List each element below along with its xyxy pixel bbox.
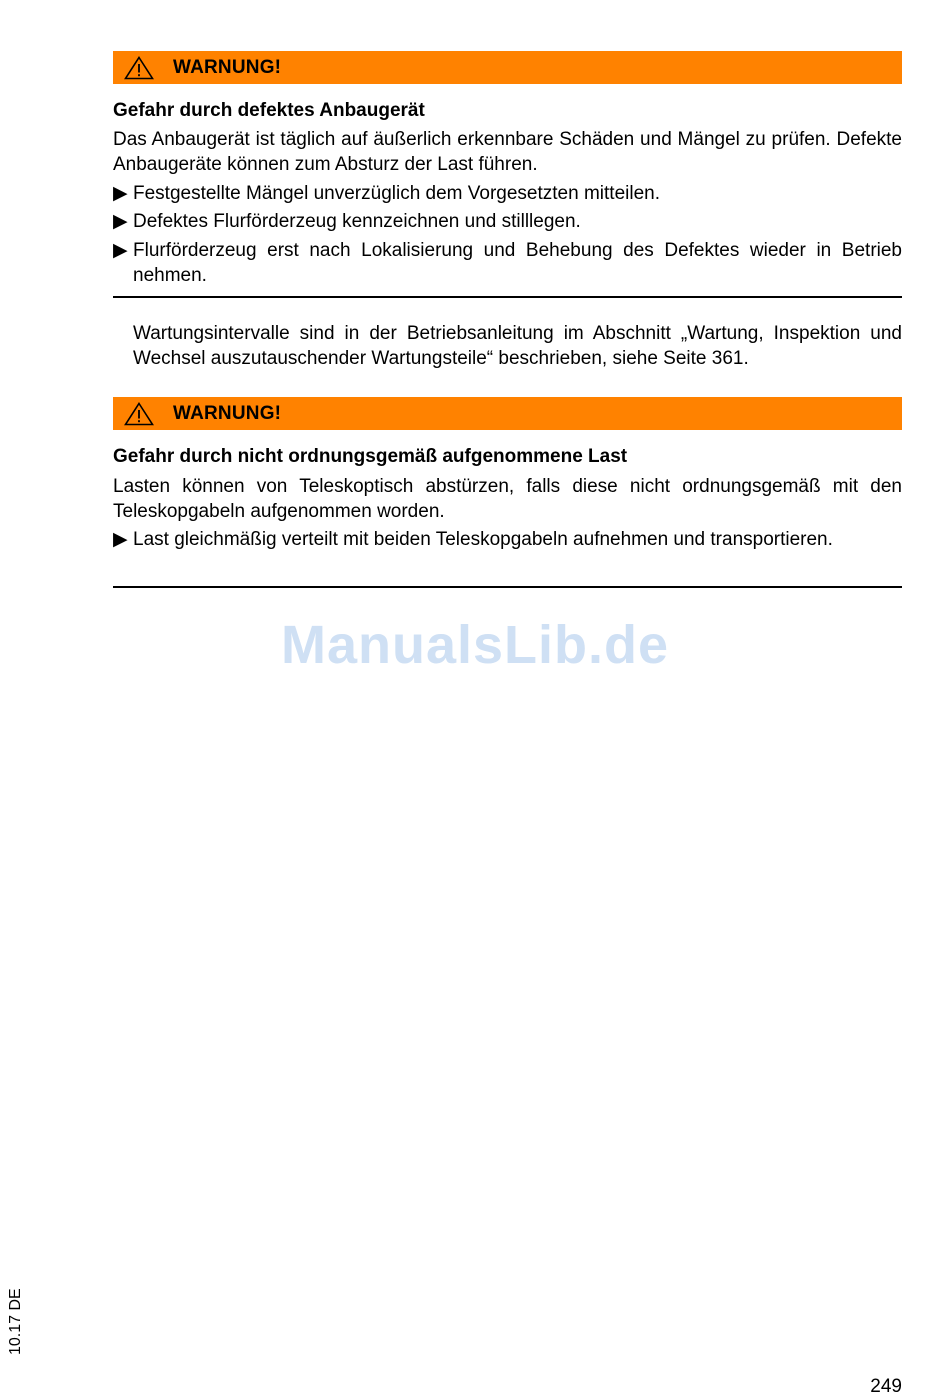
warning-label: WARNUNG!: [173, 57, 282, 78]
bullet-arrow-icon: ▶: [113, 183, 128, 204]
warning-text-1: Das Anbaugerät ist täglich auf äußerlich erkennbare Schäden und Mängel zu prüfen. Defekte Anbaugeräte können zum Absturz der Last führen.: [113, 129, 902, 175]
warning-label: WARNUNG!: [173, 403, 282, 424]
warning-text-2: Lasten können von Teleskoptisch abstürzen, falls diese nicht ordnungsgemäß mit den Teleskopgabeln aufgenommen worden.: [113, 476, 902, 522]
warning-triangle-icon: [124, 56, 154, 80]
list-item: ▶ Flurförderzeug erst nach Lokalisierung und Behebung des Defektes wieder in Betrieb nehmen.: [113, 240, 902, 286]
warning-banner-1: [113, 51, 902, 84]
divider: [113, 296, 902, 298]
watermark: ManualsLib.de: [280, 615, 670, 675]
bullet-arrow-icon: ▶: [113, 211, 128, 232]
warning-heading-2: Gefahr durch nicht ordnungsgemäß aufgenommene Last: [113, 446, 628, 467]
page-number: 249: [870, 1376, 902, 1397]
list-item: ▶ Festgestellte Mängel unverzüglich dem Vorgesetzten mitteilen.: [113, 183, 660, 204]
document-version: 10.17 DE: [7, 1288, 24, 1355]
bullet-arrow-icon: ▶: [113, 240, 128, 261]
warning-heading-1: Gefahr durch defektes Anbaugerät: [113, 100, 425, 121]
note-text: Wartungsintervalle sind in der Betriebsanleitung im Abschnitt „Wartung, Inspektion und Wechsel auszutauschender Wartungsteile“ beschrieben, siehe Seite 361.: [133, 323, 902, 369]
divider: [113, 586, 902, 588]
list-item: ▶ Last gleichmäßig verteilt mit beiden Teleskopgabeln aufnehmen und transportieren.: [113, 529, 833, 550]
warning-banner-2: [113, 397, 902, 430]
bullet-arrow-icon: ▶: [113, 529, 128, 550]
list-item: ▶ Defektes Flurförderzeug kennzeichnen und stilllegen.: [113, 211, 581, 232]
warning-triangle-icon: [124, 402, 154, 426]
